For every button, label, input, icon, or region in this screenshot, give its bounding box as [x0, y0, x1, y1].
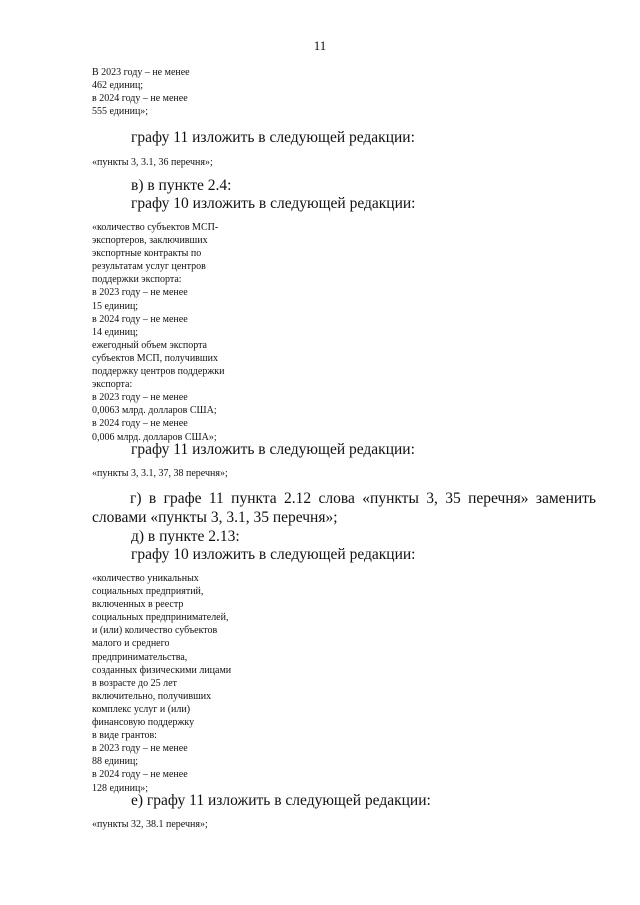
instruction-column-10: графу 10 изложить в следующей редакции: [131, 195, 416, 212]
instruction-column-11: графу 11 изложить в следующей редакции: [131, 441, 415, 458]
col10-text-block-social: «количество уникальных социальных предприятий, включенных в реестр социальных предпринимателей, и (или) количество субъектов малого и среднего предпринимательства, созданных физическими лицами в возрасте до 25 лет включительно, получивших комплекс услуг и (или) финансовую поддержку в виде грантов: в 2023 году – не менее 88 единиц; в 2024 году – не менее 128 единиц»; [92, 573, 232, 794]
quote-items-list: «пункты 32, 38.1 перечня»; [92, 819, 208, 830]
subitem-g-paragraph: г) в графе 11 пункта 2.12 слова «пункты 3, 35 перечня» заменить словами «пункты 3, 3.1, 35 перечня»; [92, 490, 596, 526]
col10-text-block-export: «количество субъектов МСП- экспортеров, заключивших экспортные контракты по результатам услуг центров поддержки экспорта: в 2023 году – не менее 15 единиц; в 2024 году – не менее 14 единиц; ежегодный объем экспорта субъектов МСП, получивших поддержку центров поддержки экспорта: в 2023 году – не менее 0,0063 млрд. долларов США; в 2024 году – не менее 0,006 млрд. долларов США»; [92, 222, 225, 443]
subitem-d-heading: д) в пункте 2.13: [131, 528, 240, 545]
page-number: 11 [313, 38, 327, 53]
subitem-e-heading: е) графу 11 изложить в следующей редакции: [131, 792, 431, 809]
instruction-column-10: графу 10 изложить в следующей редакции: [131, 546, 416, 563]
instruction-column-11: графу 11 изложить в следующей редакции: [131, 129, 415, 146]
col10-values-block: В 2023 году – не менее 462 единиц; в 2024 году – не менее 555 единиц»; [92, 67, 190, 118]
quote-items-list: «пункты 3, 3.1, 36 перечня»; [92, 157, 213, 168]
subitem-v-heading: в) в пункте 2.4: [131, 177, 232, 194]
quote-items-list: «пункты 3, 3.1, 37, 38 перечня»; [92, 468, 228, 479]
